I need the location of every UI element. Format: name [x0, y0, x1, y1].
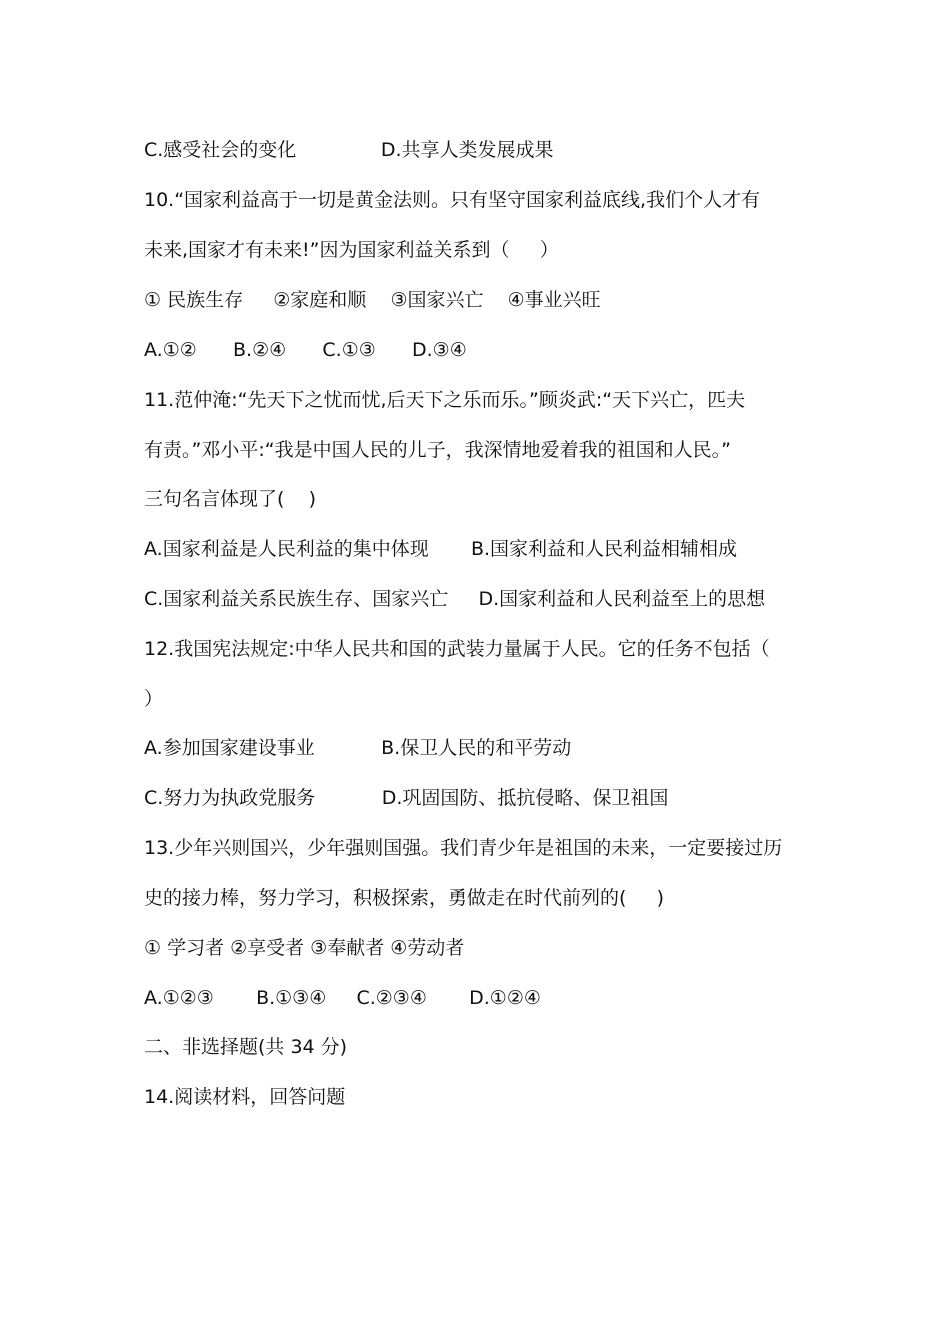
q11-stem-line-2: 有责。”邓小平:“我是中国人民的儿子，我深情地爱着我的祖国和人民。”: [144, 439, 731, 461]
q13-stem-line-2: 史的接力棒，努力学习，积极探索，勇做走在时代前列的( ): [144, 887, 665, 909]
q10-stem-line-1: 10.“国家利益高于一切是黄金法则。只有坚守国家利益底线,我们个人才有: [144, 189, 761, 211]
q12-options-ab: A.参加国家建设事业 B.保卫人民的和平劳动: [144, 737, 572, 759]
q11-stem-line-1: 11.范仲淹:“先天下之忧而忧,后天下之乐而乐。”顾炎武:“天下兴亡，匹夫: [144, 389, 746, 411]
q10-stem-line-2: 未来,国家才有未来!”因为国家利益关系到（ ）: [144, 239, 559, 261]
q11-options-ab: A.国家利益是人民利益的集中体现 B.国家利益和人民利益相辅相成: [144, 538, 738, 560]
q13-options: A.①②③ B.①③④ C.②③④ D.①②④: [144, 987, 541, 1009]
q10-items: ① 民族生存 ②家庭和顺 ③国家兴亡 ④事业兴旺: [144, 289, 601, 311]
q12-stem-line-1: 12.我国宪法规定:中华人民共和国的武装力量属于人民。它的任务不包括（: [144, 638, 770, 660]
q9-options-cd: C.感受社会的变化 D.共享人类发展成果: [144, 139, 554, 161]
q12-options-cd: C.努力为执政党服务 D.巩固国防、抵抗侵略、保卫祖国: [144, 787, 669, 809]
q14-stem: 14.阅读材料，回答问题: [144, 1086, 346, 1108]
q13-stem-line-1: 13.少年兴则国兴，少年强则国强。我们青少年是祖国的未来，一定要接过历: [144, 837, 783, 859]
q12-stem-line-2: ）: [144, 688, 164, 710]
q10-options: A.①② B.②④ C.①③ D.③④: [144, 339, 467, 361]
q11-stem-line-3: 三句名言体现了( ): [144, 488, 316, 510]
q13-items: ① 学习者 ②享受者 ③奉献者 ④劳动者: [144, 937, 465, 959]
q11-options-cd: C.国家利益关系民族生存、国家兴亡 D.国家利益和人民利益至上的思想: [144, 588, 766, 610]
section-heading: 二、非选择题(共 34 分): [144, 1036, 348, 1058]
